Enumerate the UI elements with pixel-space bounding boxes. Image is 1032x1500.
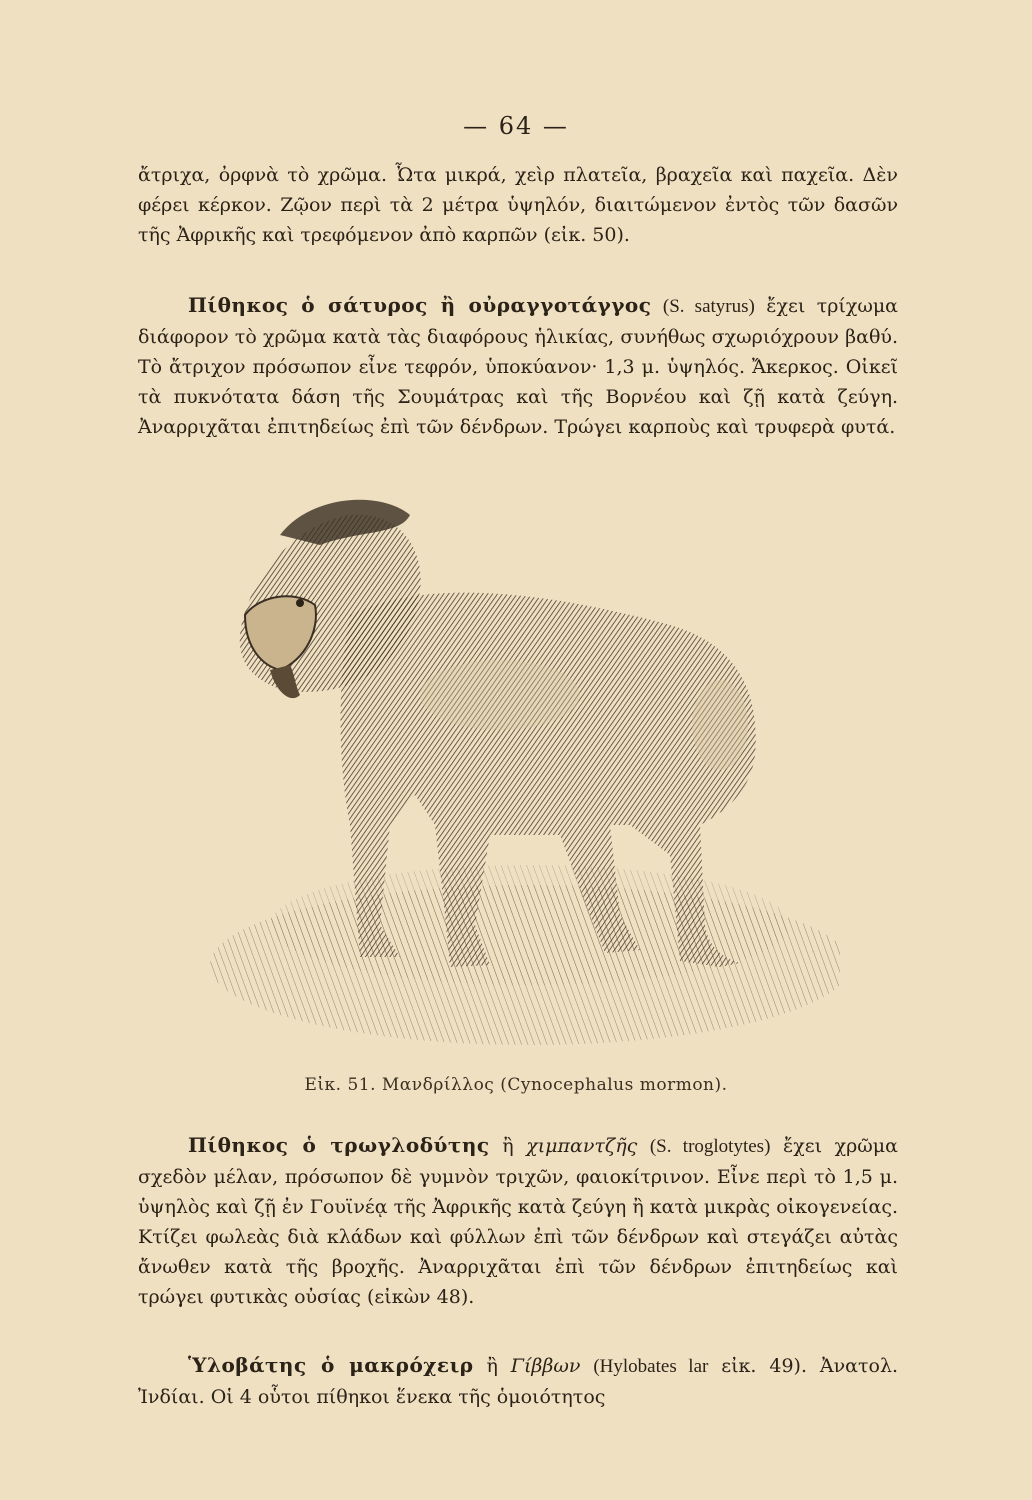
paragraph-chimpanzee: [138, 1130, 898, 1312]
chimpanzee-connector: ἢ: [502, 1135, 514, 1157]
chimpanzee-body: ἔχει χρῶμα σχεδὸν μέλαν, πρόσωπον δὲ γυμνὸν τριχῶν, φαιοκίτρινον. Εἶνε περὶ τὸ 1,5 μ. ὑψηλὸς καὶ ζῇ ἐν Γουϊνέᾳ τῆς Ἀφρικῆς κατὰ ζεύγη ἢ κατὰ μικρὰς οἰκογενείας. Κτίζει φωλεὰς διὰ κλάδων καὶ φύλλων ἐπὶ τῶν δένδρων καὶ στεγάζει αὐτὰς ἄνωθεν κατὰ τῆς βροχῆς. Ἀναρριχᾶται ἐπὶ τῶν δένδρων ἐπιτηδείως καὶ τρώγει φυτικὰς οὐσίας (εἰκὼν 48).: [138, 1135, 898, 1308]
chimpanzee-heading: Πίθηκος ὁ τρωγλοδύτης: [188, 1133, 490, 1157]
chimpanzee-latin-name: (S. troglotytes): [649, 1136, 771, 1157]
gibbon-latin-name: (Hylobates lar: [593, 1356, 709, 1377]
gibbon-alt-name: Γίββων: [510, 1355, 581, 1377]
paragraph-gibbon: [138, 1350, 898, 1412]
page-number: — 64 —: [463, 112, 569, 140]
gibbon-connector: ἢ: [486, 1355, 498, 1377]
gibbon-body: εἰκ. 49). Ἀνατολ. Ἰνδίαι. Οἱ 4 οὗτοι πίθηκοι ἕνεκα τῆς ὁμοιότητος: [138, 1355, 899, 1408]
mandrill-engraving-icon: [200, 495, 840, 1060]
orangutan-heading: Πίθηκος ὁ σάτυρος ἢ οὐραγγοτάγγος: [188, 293, 652, 317]
paragraph-orangutan: [138, 290, 898, 442]
chimpanzee-alt-name: χιμπαντζῆς: [526, 1135, 638, 1157]
orangutan-latin-name: (S. satyrus): [662, 296, 755, 317]
figure-caption: Εἰκ. 51. Μανδρίλλος (Cynocephalus mormon).: [304, 1075, 728, 1095]
orangutan-body: ἔχει τρίχωμα διάφορον τὸ χρῶμα κατὰ τὰς διαφόρους ἡλικίας, συνήθως σχωριόχρουν βαθύ. Τὸ ἄτριχον πρόσωπον εἶνε τεφρόν, ὑποκύανον· 1,3 μ. ὑψηλός. Ἄκερκος. Οἰκεῖ τὰ πυκνότατα δάση τῆς Σουμάτρας καὶ τῆς Βορνέου καὶ ζῇ κατὰ ζεύγη. Ἀναρριχᾶται ἐπιτηδείως ἐπὶ τῶν δένδρων. Τρώγει καρποὺς καὶ τρυφερὰ φυτά.: [138, 295, 899, 438]
paragraph-gorilla-end: ἄτριχα, ὀρφνὰ τὸ χρῶμα. Ὦτα μικρά, χεὶρ πλατεῖα, βραχεῖα καὶ παχεῖα. Δὲν φέρει κέρκον. Ζῷον περὶ τὰ 2 μέτρα ὑψηλόν, διαιτώμενον ἐντὸς τῶν δασῶν τῆς Ἀφρικῆς καὶ τρεφόμενον ἀπὸ καρπῶν (εἰκ. 50).: [138, 164, 898, 246]
gibbon-heading: Ὑλοβάτης ὁ μακρόχειρ: [188, 1353, 474, 1377]
